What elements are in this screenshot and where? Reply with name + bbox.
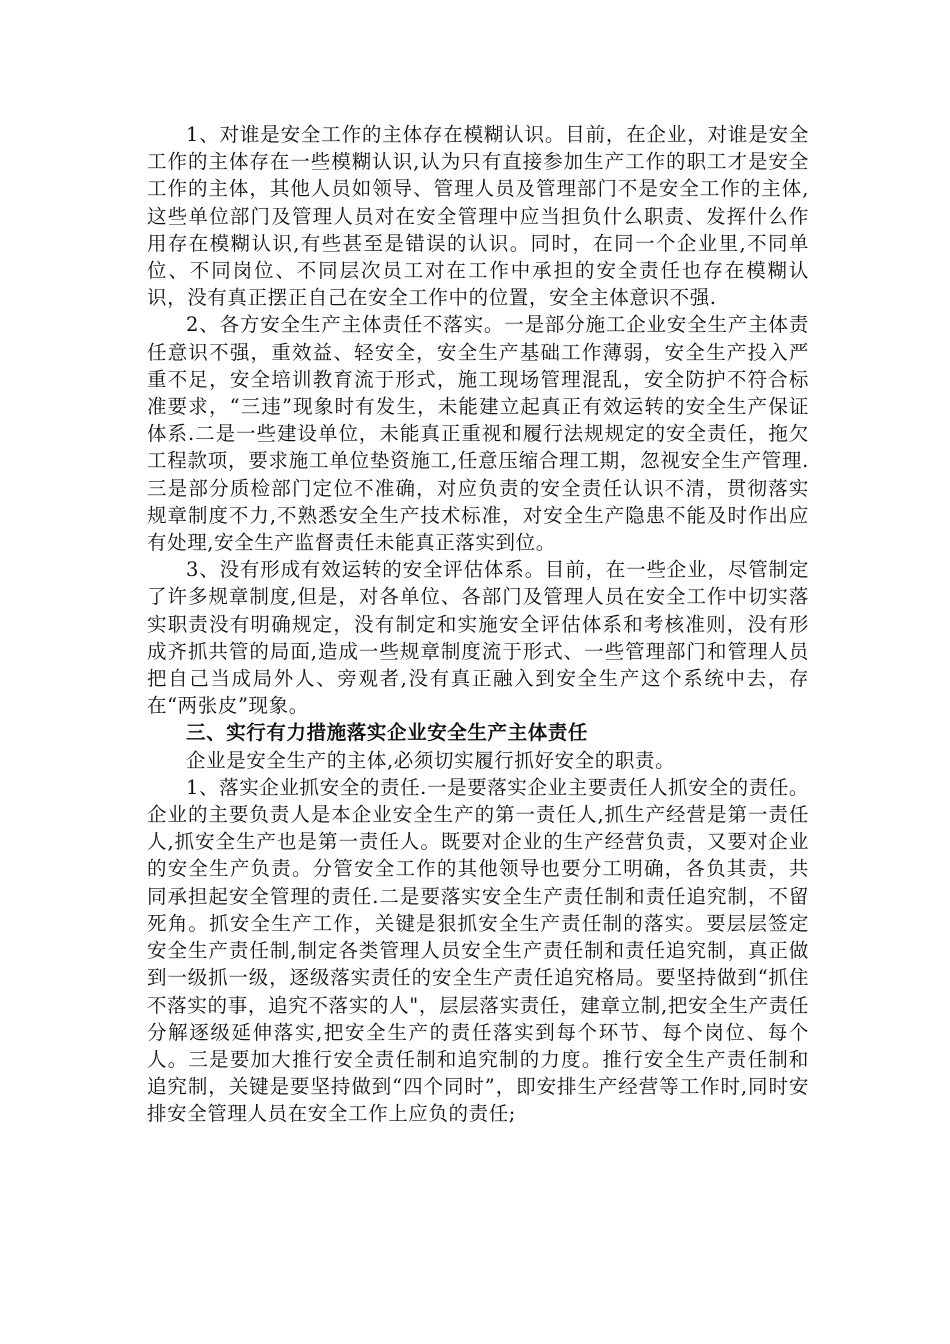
section-heading: 三、实行有力措施落实企业安全生产主体责任 — [186, 721, 589, 745]
document-body — [147, 121, 809, 1128]
paragraph-2: 2、各方安全生产主体责任不落实。一是部分施工企业安全生产主体责任意识不强，重效益、轻安全，安全生产基础工作薄弱，安全生产投入严重不足，安全培训教育流于形式，施工现场管理混乱，安全防护不符合标准要求，“三违”现象时有发生，未能建立起真正有效运转的安全生产保证体系.二是一些建设单位，未能真正重视和履行法规规定的安全责任，拖欠工程款项，要求施工单位垫资施工,任意压缩合理工期，忽视安全生产管理.三是部分质检部门定位不准确，对应负责的安全责任认识不清，贯彻落实规章制度不力,不熟悉安全生产技术标准，对安全生产隐患不能及时作出应有处理,安全生产监督责任未能真正落实到位。 — [147, 313, 809, 555]
paragraph-3: 3、没有形成有效运转的安全评估体系。目前，在一些企业，尽管制定了许多规章制度,但是，对各单位、各部门及管理人员在安全工作中切实落实职责没有明确规定，没有制定和实施安全评估体系和考核准则，没有形成齐抓共管的局面,造成一些规章制度流于形式、一些管理部门和管理人员把自己当成局外人、旁观者,没有真正融入到安全生产这个系统中去，存在“两张皮”现象。 — [147, 558, 809, 718]
paragraph-1: 1、对谁是安全工作的主体存在模糊认识。目前，在企业，对谁是安全工作的主体存在一些模糊认识,认为只有直接参加生产工作的职工才是安全工作的主体，其他人员如领导、管理人员及管理部门不是安全工作的主体,这些单位部门及管理人员对在安全管理中应当担负什么职责、发挥什么作用存在模糊认识,有些甚至是错误的认识。同时，在同一个企业里,不同单位、不同岗位、不同层次员工对在工作中承担的安全责任也存在模糊认识，没有真正摆正自己在安全工作中的位置，安全主体意识不强. — [147, 123, 809, 310]
paragraph-5: 1、落实企业抓安全的责任.一是要落实企业主要责任人抓安全的责任。企业的主要负责人是本企业安全生产的第一责任人,抓生产经营是第一责任人,抓安全生产也是第一责任人。既要对企业的生产经营负责，又要对企业的安全生产负责。分管安全工作的其他领导也要分工明确，各负其责，共同承担起安全管理的责任.二是要落实安全生产责任制和责任追究制，不留死角。抓安全生产工作，关键是狠抓安全生产责任制的落实。要层层签定安全生产责任制,制定各类管理人员安全生产责任制和责任追究制，真正做到一级抓一级，逐级落实责任的安全生产责任追究格局。要坚持做到“抓住不落实的事，追究不落实的人"，层层落实责任，建章立制,把安全生产责任分解逐级延伸落实,把安全生产的责任落实到每个环节、每个岗位、每个人。三是要加大推行安全责任制和追究制的力度。推行安全生产责任制和追究制，关键是要坚持做到“四个同时”，即安排生产经营等工作时,同时安排安全管理人员在安全工作上应负的责任; — [147, 775, 809, 1126]
paragraph-4: 企业是安全生产的主体,必须切实履行抓好安全的职责。 — [186, 748, 676, 772]
